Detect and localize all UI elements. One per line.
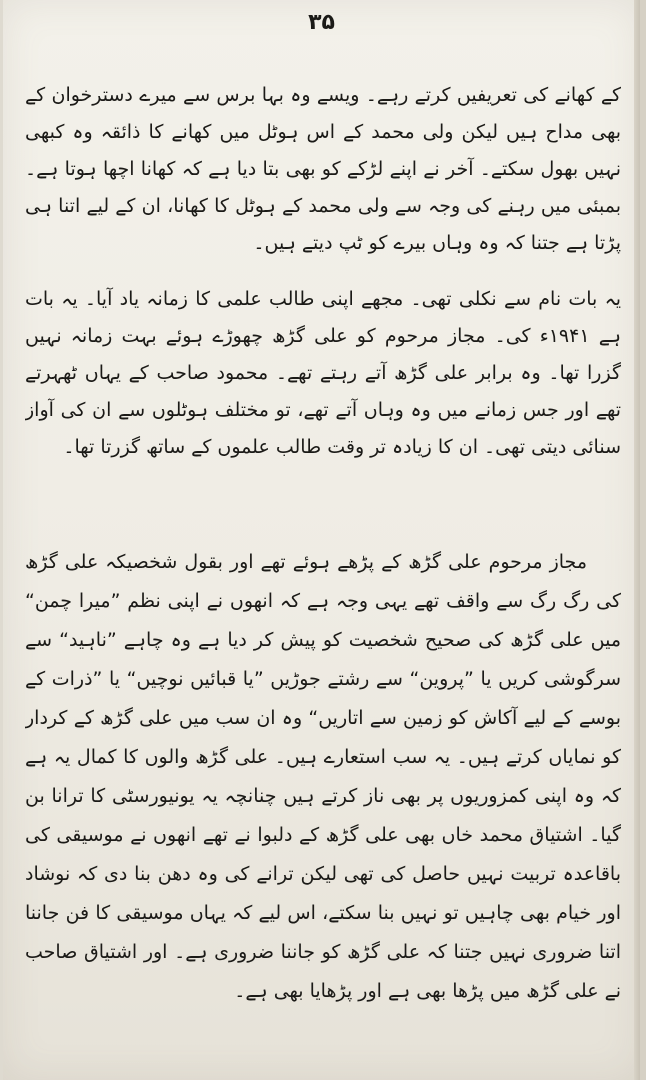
paragraph-1: کے کھانے کی تعریفیں کرتے رہے۔ ویسے وہ بہا برس سے میرے دسترخوان کے بھی مداح ہیں لیکن ولی محمد کے اس ہوٹل میں کھانے کا ذائقہ وہ کبھی نہیں بھول سکتے۔ آخر نے اپنے لڑکے کو بھی بتا دیا ہے کہ کھانا اچھا ہوتا ہے۔ بمبئی میں رہنے کی وجہ سے ولی محمد کے ہوٹل کا کھانا، ان کے لیے اتنا ہی پڑتا ہے جتنا کہ وہ وہاں بیرے کو ٹپ دیتے ہیں۔ <box>25 84 621 254</box>
paragraph-3: مجاز مرحوم علی گڑھ کے پڑھے ہوئے تھے اور بقول شخصیکہ علی گڑھ کی رگ رگ سے واقف تھے یہی وجہ ہے کہ انھوں نے اپنی نظم ”میرا چمن“ میں علی گڑھ کی صحیح شخصیت کو پیش کر دیا ہے وہ چاہے ”ناہید“ سے سرگوشی کریں یا ”پروین“ سے رشتے جوڑیں ”یا قبائیں نوچیں“ یا ”ذرات کے بوسے کے لیے آکاش کو زمین سے اتاریں“ وہ ان سب میں علی گڑھ کے کردار کو نمایاں کرتے ہیں۔ یہ سب استعارے ہیں۔ علی گڑھ والوں کا کمال یہ ہے کہ وہ اپنی کمزوریوں پر بھی ناز کرتے ہیں چنانچہ یہ یونیورسٹی کا ترانا بن گیا۔ اشتیاق محمد خاں بھی علی گڑھ کے دلبوا نے تھے انھوں نے موسیقی کی باقاعدہ تربیت نہیں حاصل کی تھی لیکن ترانے کی وہ دھن بنا دی کہ نوشاد اور خیام بھی چاہیں تو نہیں بنا سکتے، اس لیے کہ یہاں موسیقی کا فن جاننا اتنا ضروری نہیں جتنا کہ علی گڑھ کو جاننا ضروری ہے۔ اور اشتیاق صاحب نے علی گڑھ میں پڑھا بھی ہے اور پڑھایا بھی ہے۔ <box>25 551 621 1002</box>
page-number: ۳۵ <box>308 10 335 35</box>
paragraph-2: یہ بات نام سے نکلی تھی۔ مجھے اپنی طالب علمی کا زمانہ یاد آیا۔ یہ بات ہے ۱۹۴۱ء کی۔ مجاز مرحوم کو علی گڑھ چھوڑے ہوئے بہت زمانہ نہیں گزرا تھا۔ وہ برابر علی گڑھ آتے رہتے تھے۔ محمود صاحب کے یہاں ٹھہرتے تھے اور جس زمانے میں وہ وہاں آتے تھے، تو مختلف ہوٹلوں سے ان کی آواز سنائی دیتی تھی۔ ان کا زیادہ تر وقت طالب علموں کے ساتھ گزرتا تھا۔ <box>25 288 621 458</box>
page-edge <box>634 0 640 1080</box>
